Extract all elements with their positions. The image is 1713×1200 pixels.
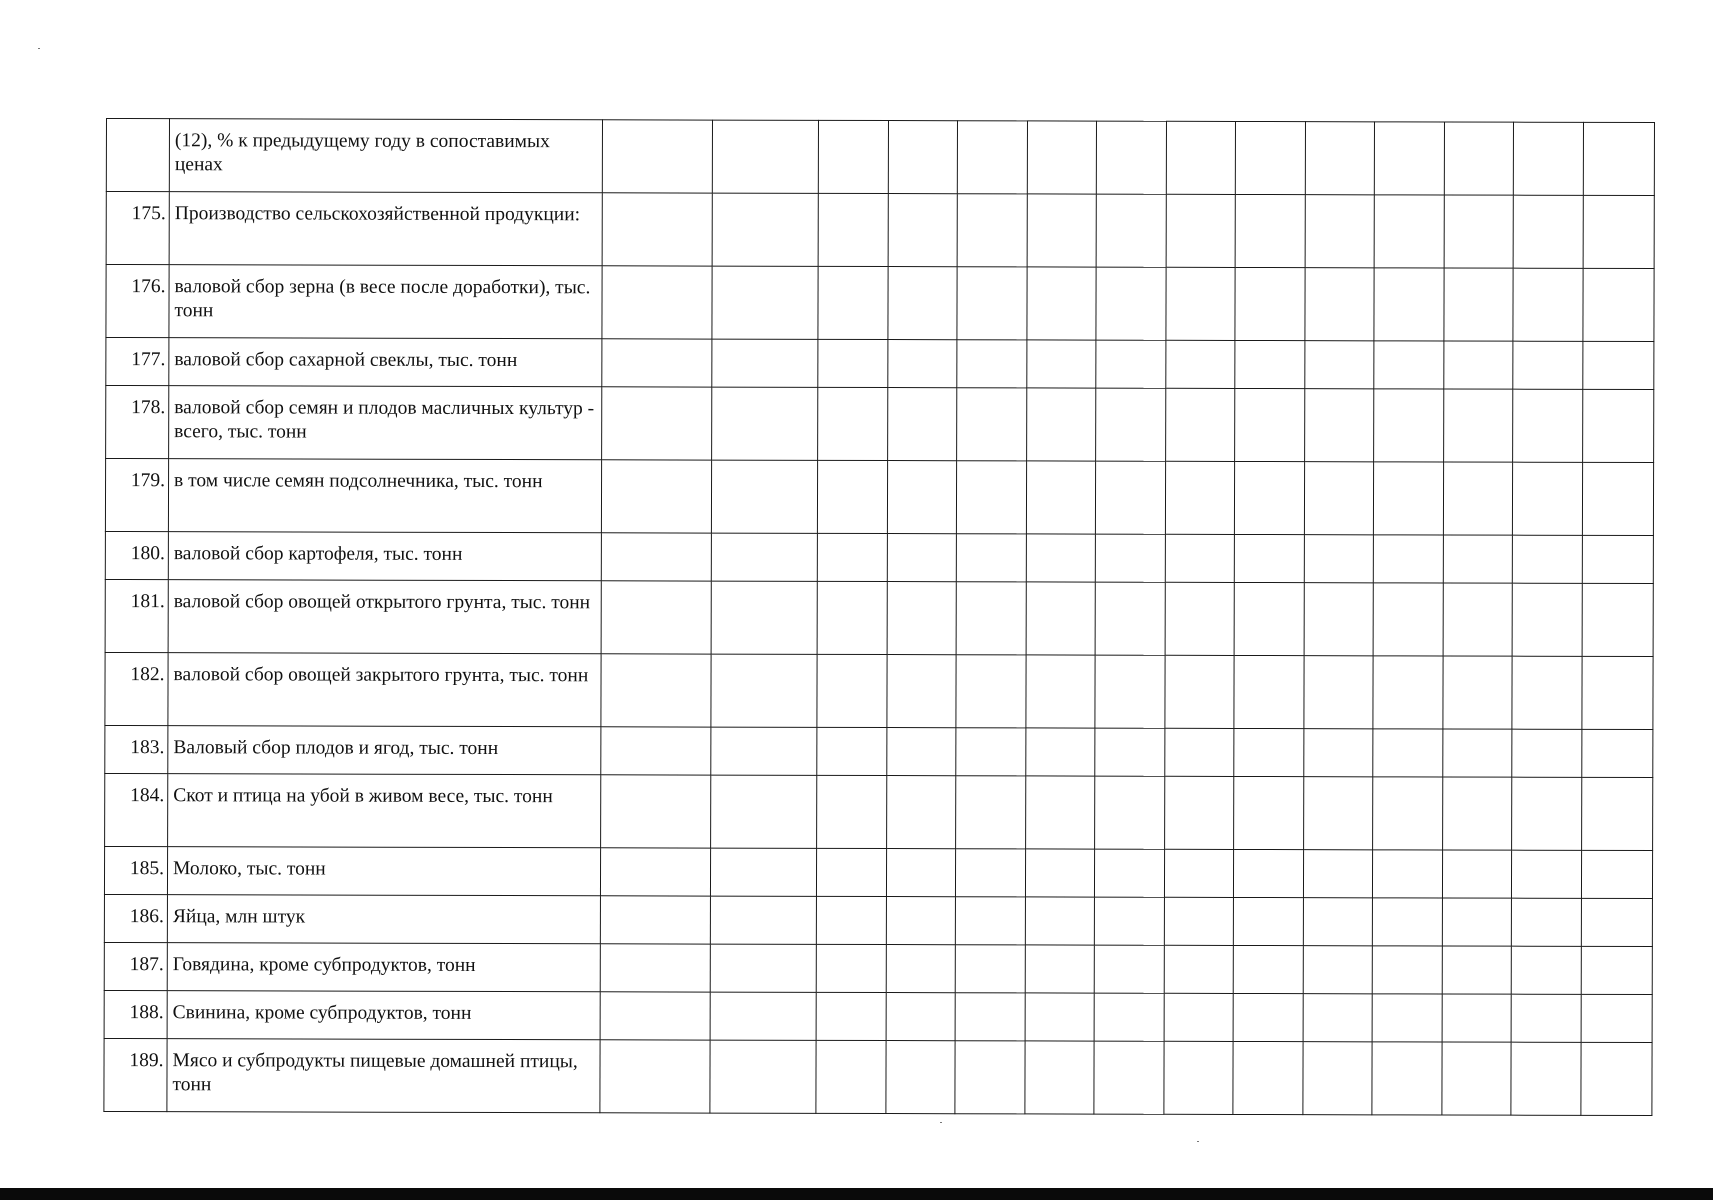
value-cell (600, 992, 710, 1040)
value-cell (1094, 993, 1164, 1041)
table-row (105, 459, 1653, 536)
value-cell (1305, 122, 1374, 195)
value-cell (1234, 728, 1304, 776)
indicator-label: Яйца, млн штук (167, 895, 600, 944)
value-cell (816, 992, 886, 1040)
value-cell (1025, 1041, 1094, 1114)
value-cell (1234, 461, 1304, 534)
value-cell (1444, 341, 1513, 389)
value-cell (1374, 389, 1444, 462)
value-cell (711, 654, 817, 727)
value-cell (601, 727, 711, 775)
value-cell (1305, 195, 1374, 268)
row-number: 186. (104, 894, 167, 942)
row-number: 185. (104, 846, 167, 894)
table-row (106, 192, 1654, 269)
value-cell (956, 534, 1026, 582)
value-cell (1374, 195, 1444, 268)
value-cell (1583, 268, 1654, 341)
indicator-label: Свинина, кроме субпродуктов, тонн (167, 991, 600, 1040)
value-cell (1511, 850, 1581, 898)
value-cell (601, 581, 711, 654)
value-cell (888, 194, 957, 267)
value-cell (711, 775, 817, 848)
indicator-label: Мясо и субпродукты пищевые домашней птицы, тонн (167, 1039, 600, 1113)
value-cell (1303, 1042, 1372, 1115)
value-cell (710, 944, 816, 992)
value-cell (1304, 729, 1373, 777)
value-cell (888, 121, 957, 194)
row-number: 189. (104, 1038, 167, 1111)
table-row (105, 531, 1653, 583)
table-row (104, 894, 1652, 946)
row-number (106, 119, 169, 192)
value-cell (712, 193, 818, 266)
value-cell (711, 727, 817, 775)
value-cell (1096, 121, 1166, 194)
table-row (104, 846, 1652, 898)
value-cell (1513, 341, 1583, 389)
value-cell (1513, 268, 1583, 341)
value-cell (1234, 655, 1304, 728)
value-cell (1025, 945, 1094, 993)
value-cell (1166, 267, 1235, 340)
value-cell (1512, 656, 1582, 729)
table-row (105, 773, 1653, 850)
value-cell (1583, 389, 1654, 462)
value-cell (1235, 194, 1305, 267)
value-cell (1513, 389, 1583, 462)
indicator-label: Производство сельскохозяйственной продукции: (169, 192, 602, 266)
value-cell (888, 267, 957, 340)
value-cell (1512, 729, 1582, 777)
value-cell (817, 775, 887, 848)
value-cell (1512, 583, 1582, 656)
indicator-label: Валовый сбор плодов и ягод, тыс. тонн (168, 726, 601, 775)
value-cell (1373, 462, 1443, 535)
value-cell (887, 582, 956, 655)
value-cell (1372, 850, 1442, 898)
value-cell (1165, 582, 1234, 655)
scan-speck (940, 1122, 942, 1123)
value-cell (956, 655, 1026, 728)
value-cell (1442, 898, 1511, 946)
value-cell (1095, 776, 1165, 849)
value-cell (602, 266, 712, 339)
value-cell (1443, 777, 1512, 850)
value-cell (1582, 462, 1653, 535)
value-cell (1373, 535, 1443, 583)
value-cell (1304, 462, 1373, 535)
indicator-label: Говядина, кроме субпродуктов, тонн (167, 943, 600, 992)
value-cell (712, 120, 818, 193)
value-cell (1305, 341, 1374, 389)
value-cell (957, 121, 1027, 194)
value-cell (1026, 776, 1095, 849)
value-cell (957, 267, 1027, 340)
value-cell (1583, 195, 1654, 268)
value-cell (816, 944, 886, 992)
row-number: 184. (105, 773, 168, 846)
value-cell (1305, 268, 1374, 341)
value-cell (1372, 1042, 1442, 1115)
value-cell (1305, 389, 1374, 462)
table-row (106, 265, 1654, 342)
value-cell (1582, 729, 1653, 777)
value-cell (887, 534, 956, 582)
value-cell (888, 388, 957, 461)
value-cell (1026, 461, 1095, 534)
row-number: 178. (106, 386, 169, 459)
value-cell (957, 340, 1027, 388)
scan-speck (38, 48, 40, 49)
value-cell (1582, 583, 1653, 656)
value-cell (1511, 946, 1581, 994)
value-cell (1026, 728, 1095, 776)
value-cell (1027, 340, 1096, 388)
indicator-label: валовой сбор овощей закрытого грунта, тыс. тонн (168, 653, 601, 727)
value-cell (1442, 850, 1511, 898)
value-cell (1511, 1042, 1581, 1115)
value-cell (957, 388, 1027, 461)
value-cell (1583, 122, 1654, 195)
value-cell (710, 848, 816, 896)
value-cell (955, 993, 1025, 1041)
indicator-label: (12), % к предыдущему году в сопоставимых ценах (169, 119, 602, 193)
value-cell (817, 654, 887, 727)
value-cell (600, 896, 710, 944)
value-cell (1512, 777, 1582, 850)
value-cell (955, 897, 1025, 945)
value-cell (1303, 994, 1372, 1042)
value-cell (956, 461, 1026, 534)
value-cell (1443, 462, 1512, 535)
value-cell (887, 728, 956, 776)
value-cell (602, 339, 712, 387)
row-number: 180. (105, 531, 168, 579)
value-cell (1233, 897, 1303, 945)
value-cell (956, 776, 1026, 849)
value-cell (1164, 1041, 1233, 1114)
value-cell (888, 340, 957, 388)
value-cell (1096, 267, 1166, 340)
value-cell (1372, 946, 1442, 994)
value-cell (818, 266, 888, 339)
value-cell (1233, 849, 1303, 897)
value-cell (1094, 1041, 1164, 1114)
table-row (106, 386, 1654, 463)
table-row (105, 579, 1653, 656)
value-cell (955, 849, 1025, 897)
value-cell (711, 533, 817, 581)
value-cell (887, 461, 956, 534)
value-cell (1372, 994, 1442, 1042)
value-cell (1581, 946, 1652, 994)
value-cell (711, 581, 817, 654)
value-cell (1233, 993, 1303, 1041)
value-cell (1373, 777, 1443, 850)
value-cell (601, 460, 711, 533)
value-cell (1166, 194, 1235, 267)
value-cell (1512, 462, 1582, 535)
value-cell (1235, 121, 1305, 194)
value-cell (1513, 122, 1583, 195)
value-cell (886, 1041, 955, 1114)
value-cell (1234, 776, 1304, 849)
value-cell (1165, 728, 1234, 776)
value-cell (1235, 388, 1305, 461)
value-cell (817, 727, 887, 775)
value-cell (1444, 122, 1513, 195)
value-cell (1374, 341, 1444, 389)
value-cell (955, 1041, 1025, 1114)
indicator-label: Скот и птица на убой в живом весе, тыс. тонн (168, 774, 601, 848)
value-cell (1511, 994, 1581, 1042)
row-number: 177. (106, 338, 169, 386)
value-cell (602, 387, 712, 460)
table-body (104, 119, 1655, 1116)
value-cell (601, 775, 711, 848)
value-cell (1094, 897, 1164, 945)
value-cell (1374, 268, 1444, 341)
value-cell (712, 266, 818, 339)
value-cell (1304, 583, 1373, 656)
value-cell (1166, 388, 1235, 461)
row-number: 188. (104, 990, 167, 1038)
value-cell (887, 776, 956, 849)
value-cell (1166, 340, 1235, 388)
value-cell (1164, 993, 1233, 1041)
value-cell (1235, 340, 1305, 388)
value-cell (710, 1040, 816, 1113)
value-cell (1581, 898, 1652, 946)
value-cell (1027, 121, 1096, 194)
table-row (106, 119, 1654, 196)
value-cell (1582, 656, 1653, 729)
value-cell (1303, 850, 1372, 898)
value-cell (886, 945, 955, 993)
value-cell (1582, 777, 1653, 850)
value-cell (1444, 195, 1513, 268)
value-cell (1233, 945, 1303, 993)
value-cell (1304, 535, 1373, 583)
table-row (105, 652, 1653, 729)
value-cell (1304, 777, 1373, 850)
value-cell (1094, 849, 1164, 897)
value-cell (1582, 535, 1653, 583)
value-cell (1304, 656, 1373, 729)
value-cell (1234, 534, 1304, 582)
value-cell (816, 896, 886, 944)
value-cell (818, 193, 888, 266)
value-cell (1025, 897, 1094, 945)
value-cell (1026, 534, 1095, 582)
indicator-table (103, 118, 1655, 1116)
value-cell (711, 460, 817, 533)
table-row (106, 338, 1654, 390)
value-cell (710, 896, 816, 944)
indicator-label: валовой сбор картофеля, тыс. тонн (168, 532, 601, 581)
value-cell (1581, 1042, 1652, 1115)
value-cell (712, 339, 818, 387)
scan-bottom-edge (0, 1188, 1713, 1200)
indicator-label: валовой сбор зерна (в весе после доработки), тыс. тонн (169, 265, 602, 339)
value-cell (602, 120, 712, 193)
value-cell (818, 339, 888, 387)
value-cell (1025, 993, 1094, 1041)
value-cell (1026, 655, 1095, 728)
value-cell (1513, 195, 1583, 268)
value-cell (957, 194, 1027, 267)
value-cell (1164, 897, 1233, 945)
value-cell (600, 848, 710, 896)
value-cell (886, 897, 955, 945)
value-cell (1373, 656, 1443, 729)
value-cell (1442, 1042, 1511, 1115)
value-cell (886, 993, 955, 1041)
value-cell (1443, 535, 1512, 583)
table-row (105, 725, 1653, 777)
value-cell (887, 655, 956, 728)
value-cell (1096, 388, 1166, 461)
value-cell (1027, 267, 1096, 340)
value-cell (817, 460, 887, 533)
value-cell (1025, 849, 1094, 897)
value-cell (601, 654, 711, 727)
value-cell (1165, 534, 1234, 582)
value-cell (1164, 849, 1233, 897)
value-cell (710, 992, 816, 1040)
value-cell (818, 387, 888, 460)
value-cell (1443, 729, 1512, 777)
value-cell (1026, 582, 1095, 655)
value-cell (1235, 267, 1305, 340)
value-cell (817, 581, 887, 654)
value-cell (1095, 728, 1165, 776)
value-cell (1027, 194, 1096, 267)
value-cell (1233, 1041, 1303, 1114)
row-number: 181. (105, 579, 168, 652)
value-cell (1095, 534, 1165, 582)
value-cell (1164, 945, 1233, 993)
table-row (104, 990, 1652, 1042)
indicator-label: валовой сбор сахарной свеклы, тыс. тонн (169, 338, 602, 387)
row-number: 187. (104, 942, 167, 990)
value-cell (816, 848, 886, 896)
value-cell (1583, 341, 1654, 389)
value-cell (600, 944, 710, 992)
value-cell (956, 582, 1026, 655)
value-cell (712, 387, 818, 460)
value-cell (602, 193, 712, 266)
value-cell (1234, 582, 1304, 655)
row-number: 182. (105, 652, 168, 725)
value-cell (1581, 994, 1652, 1042)
value-cell (1096, 340, 1166, 388)
value-cell (817, 533, 887, 581)
value-cell (816, 1040, 886, 1113)
value-cell (1095, 461, 1165, 534)
value-cell (1443, 583, 1512, 656)
table-row (104, 1038, 1652, 1115)
indicator-label: валовой сбор овощей открытого грунта, тыс. тонн (168, 580, 601, 654)
value-cell (1373, 583, 1443, 656)
value-cell (601, 533, 711, 581)
value-cell (1443, 656, 1512, 729)
value-cell (955, 945, 1025, 993)
value-cell (1442, 946, 1511, 994)
value-cell (1372, 898, 1442, 946)
value-cell (956, 728, 1026, 776)
value-cell (1512, 535, 1582, 583)
value-cell (818, 120, 888, 193)
value-cell (1444, 389, 1513, 462)
value-cell (1303, 898, 1372, 946)
row-number: 176. (106, 265, 169, 338)
value-cell (1096, 194, 1166, 267)
value-cell (1303, 946, 1372, 994)
value-cell (1511, 898, 1581, 946)
row-number: 175. (106, 192, 169, 265)
value-cell (1027, 388, 1096, 461)
value-cell (1444, 268, 1513, 341)
value-cell (886, 849, 955, 897)
value-cell (1165, 655, 1234, 728)
row-number: 179. (105, 459, 168, 532)
indicator-label: в том числе семян подсолнечника, тыс. тонн (168, 459, 601, 533)
row-number: 183. (105, 725, 168, 773)
value-cell (1094, 945, 1164, 993)
table-row (104, 942, 1652, 994)
value-cell (1373, 729, 1443, 777)
value-cell (1095, 655, 1165, 728)
value-cell (1374, 122, 1444, 195)
value-cell (1166, 121, 1235, 194)
value-cell (600, 1040, 710, 1113)
value-cell (1095, 582, 1165, 655)
value-cell (1581, 850, 1652, 898)
value-cell (1165, 461, 1234, 534)
scan-speck (1197, 1141, 1199, 1142)
indicator-label: Молоко, тыс. тонн (167, 847, 600, 896)
value-cell (1165, 776, 1234, 849)
indicator-label: валовой сбор семян и плодов масличных культур - всего, тыс. тонн (169, 386, 602, 460)
value-cell (1442, 994, 1511, 1042)
